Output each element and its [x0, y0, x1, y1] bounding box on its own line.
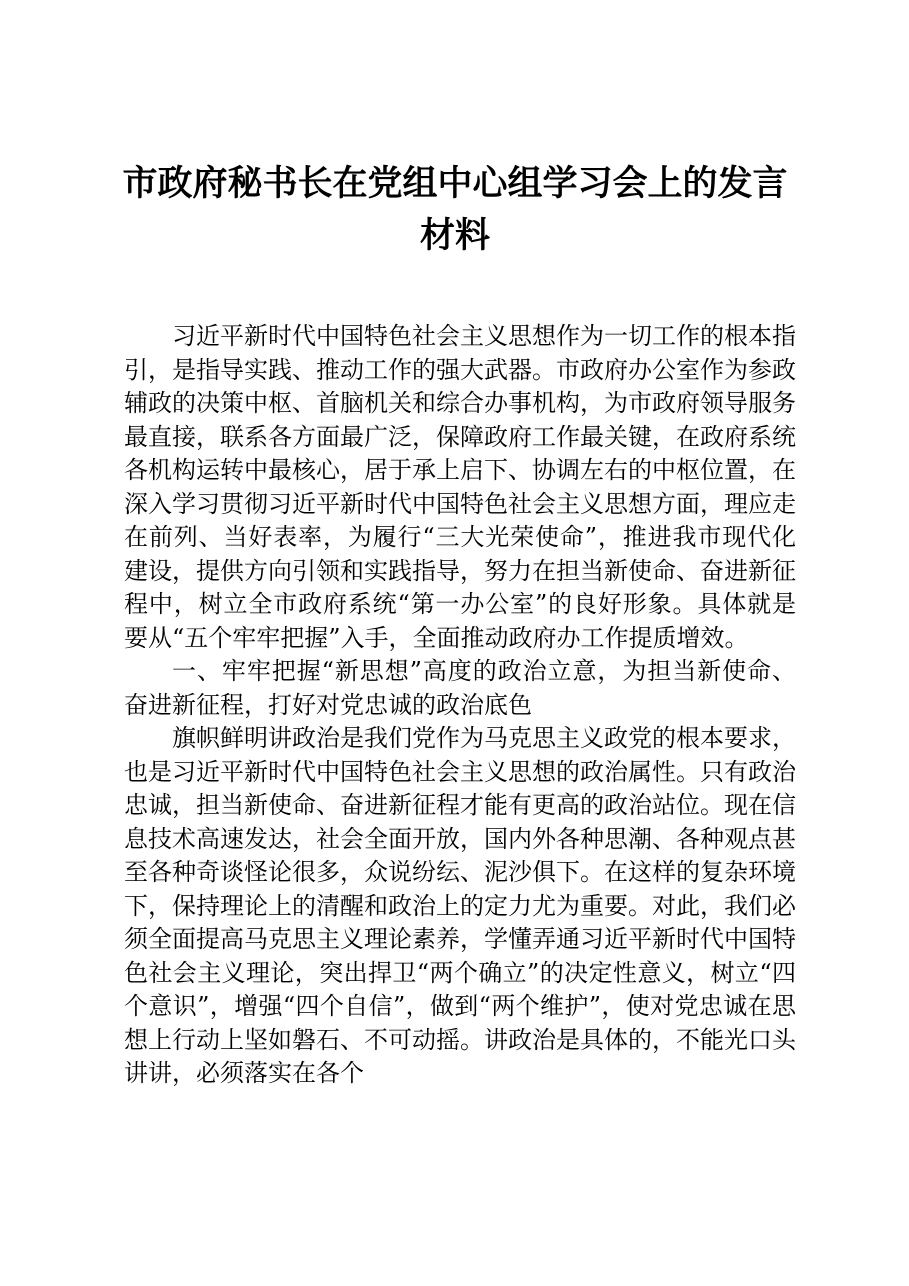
paragraph-intro: 习近平新时代中国特色社会主义思想作为一切工作的根本指引，是指导实践、推动工作的强大武器。市政府办公室作为参政辅政的决策中枢、首脑机关和综合办事机构，为市政府领导服务最直接，联系各方面最广泛，保障政府工作最关键，在政府系统各机构运转中最核心，居于承上启下、协调左右的中枢位置，在深入学习贯彻习近平新时代中国特色社会主义思想方面，理应走在前列、当好表率，为履行“三大光荣使命”，推进我市现代化建设，提供方向引领和实践指导，努力在担当新使命、奋进新征程中，树立全市政府系统“第一办公室”的良好形象。具体就是要从“五个牢牢把握”入手，全面推动政府办工作提质增效。: [124, 322, 796, 652]
paragraph-section-1: 旗帜鲜明讲政治是我们党作为马克思主义政党的根本要求，也是习近平新时代中国特色社会主义思想的政治属性。只有政治忠诚，担当新使命、奋进新征程才能有更高的政治站位。现在信息技术高速发达，社会全面开放，国内外各种思潮、各种观点甚至各种奇谈怪论很多，众说纷纭、泥沙俱下。在这样的复杂环境下，保持理论上的清醒和政治上的定力尤为重要。对此，我们必须全面提高马克思主义理论素养，学懂弄通习近平新时代中国特色社会主义理论，突出捍卫“两个确立”的决定性意义，树立“四个意识”，增强“四个自信”，做到“两个维护”，使对党忠诚在思想上行动上坚如磐石、不可动摇。讲政治是具体的，不能光口头讲讲，必须落实在各个: [124, 724, 796, 1087]
section-heading-1: 一、牢牢把握“新思想”高度的政治立意，为担当新使命、奋进新征程，打好对党忠诚的政治底色: [124, 657, 796, 719]
document-body: [124, 320, 796, 1091]
document-title: 市政府秘书长在党组中心组学习会上的发言材料: [122, 163, 788, 256]
